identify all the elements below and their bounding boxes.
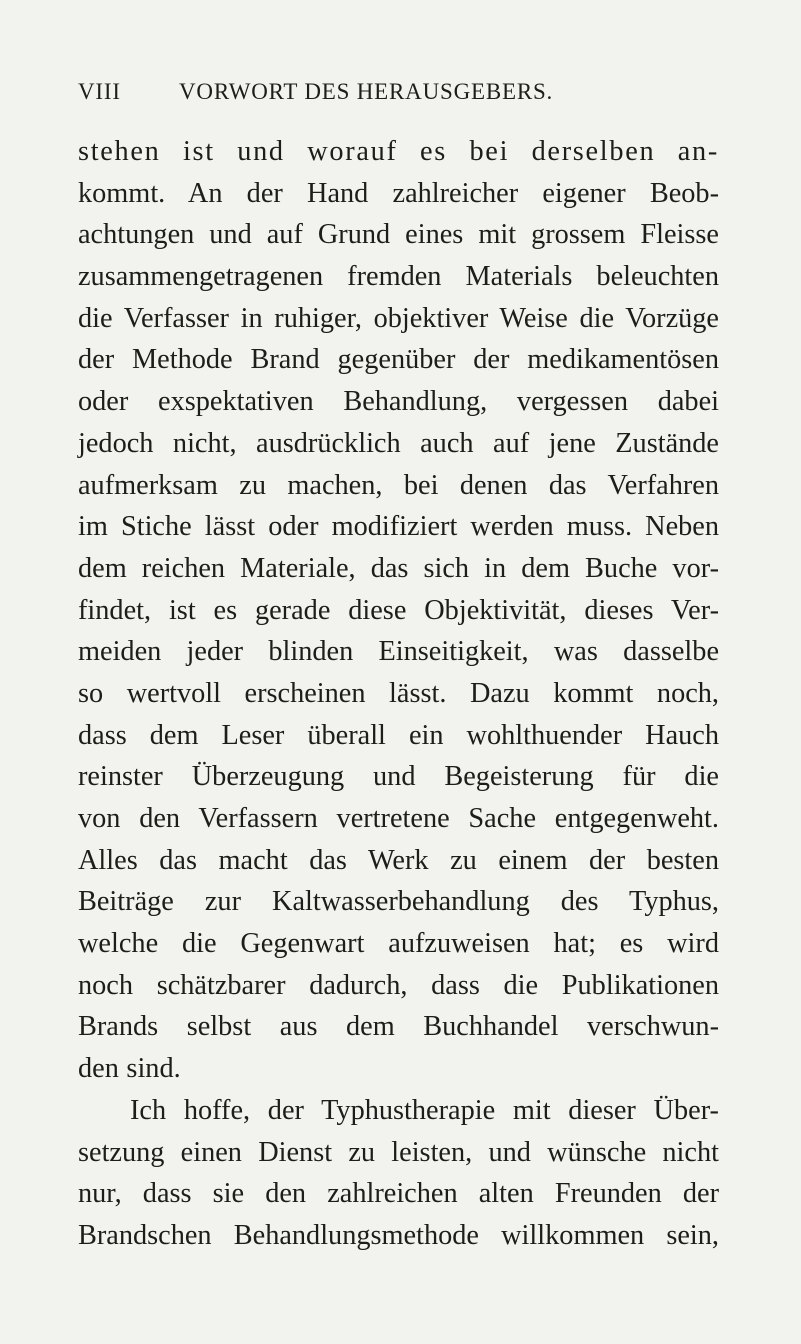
text-line: stehen ist und worauf es bei derselben an- — [78, 136, 719, 167]
text-line: dem reichen Materiale, das sich in dem Buche vor- — [78, 552, 719, 584]
text-line: zusammengetragenen fremden Materials beleuchten — [78, 261, 719, 293]
text-line: oder exspektativen Behandlung, vergessen dabei — [78, 386, 719, 418]
text-line: aufmerksam zu machen, bei denen das Verfahren — [78, 469, 719, 501]
text-line: Brandschen Behandlungsmethode willkommen sein, — [78, 1219, 719, 1251]
text-line: Brands selbst aus dem Buchhandel verschwun- — [78, 1011, 719, 1043]
text-line: den sind. — [78, 1053, 181, 1085]
text-line: der Methode Brand gegenüber der medikamentösen — [78, 344, 719, 376]
text-line: Alles das macht das Werk zu einem der besten — [78, 844, 719, 876]
text-line: im Stiche lässt oder modifiziert werden muss. Neben — [78, 511, 719, 543]
text-line: findet, ist es gerade diese Objektivität, dieses Ver- — [78, 594, 719, 626]
text-line: die Verfasser in ruhiger, objektiver Weise die Vorzüge — [78, 302, 719, 334]
body-text — [78, 131, 719, 1257]
text-line: nur, dass sie den zahlreichen alten Freunden der — [78, 1178, 719, 1210]
text-line: kommt. An der Hand zahlreicher eigener Beob- — [78, 177, 719, 209]
text-line: reinster Überzeugung und Begeisterung für die — [78, 761, 719, 793]
text-line: welche die Gegenwart aufzuweisen hat; es wird — [78, 928, 719, 960]
text-line: so wertvoll erscheinen lässt. Dazu kommt noch, — [78, 677, 719, 709]
text-line: meiden jeder blinden Einseitigkeit, was dasselbe — [78, 636, 719, 668]
page-number: VIII — [78, 79, 121, 104]
text-line: Beiträge zur Kaltwasserbehandlung des Typhus, — [78, 886, 719, 918]
text-line: von den Verfassern vertretene Sache entgegenweht. — [78, 803, 719, 834]
running-header — [78, 78, 728, 106]
text-line: noch schätzbarer dadurch, dass die Publikationen — [78, 969, 719, 1001]
text-line: jedoch nicht, ausdrücklich auch auf jene Zustände — [78, 427, 719, 459]
text-line: setzung einen Dienst zu leisten, und wünsche nicht — [78, 1136, 719, 1168]
running-header-title: VORWORT DES HERAUSGEBERS. — [179, 79, 554, 104]
text-line: dass dem Leser überall ein wohlthuender Hauch — [78, 719, 719, 751]
text-line: Ich hoffe, der Typhustherapie mit dieser Über- — [130, 1094, 719, 1126]
text-line: achtungen und auf Grund eines mit grossem Fleisse — [78, 219, 719, 251]
